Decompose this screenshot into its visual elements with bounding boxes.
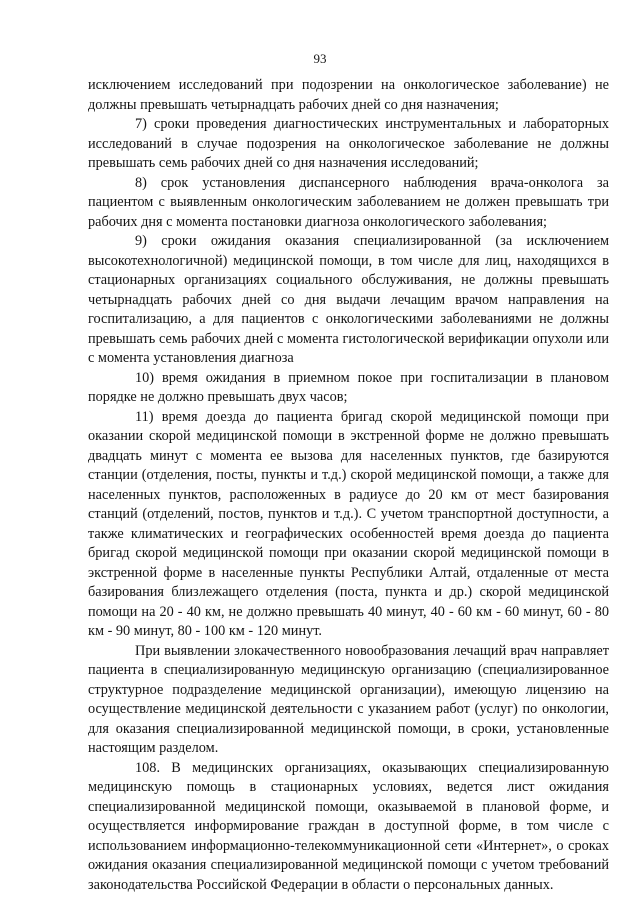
paragraph-item-10: 10) время ожидания в приемном покое при госпитализации в плановом порядке не должно превышать двух часов;	[88, 369, 609, 405]
paragraph-item-8: 8) срок установления диспансерного наблюдения врача-онколога за пациентом с выявленным онкологическим заболеванием не должен превышать три рабочих дня с момента постановки диагноза онкологического заболевания;	[88, 174, 609, 230]
paragraph-continuation: исключением исследований при подозрении на онкологическое заболевание) не должны превышать четырнадцать рабочих дней со дня назначения;	[88, 77, 609, 113]
paragraph-item-9: 9) сроки ожидания оказания специализированной (за исключением высокотехнологичной) медицинской помощи, в том числе для лиц, находящихся в стационарных организациях социального обслуживания, не должны превышать четырнадцать рабочих дней со дня выдачи лечащим врачом направления на госпитализацию, а для пациентов с онкологическими заболеваниями не должны превышать семь рабочих дней с момента гистологической верификации опухоли или с момента установления диагноза	[88, 233, 609, 366]
page-number: 93	[313, 51, 327, 66]
paragraph-oncology-referral: При выявлении злокачественного новообразования лечащий врач направляет пациента в специализированную медицинскую организацию (специализированное структурное подразделение медицинской организации), имеющую лицензию на осуществление медицинской деятельности с указанием работ (услуг) по онкологии, для оказания специализированной медицинской помощи, в сроки, установленные настоящим разделом.	[88, 642, 609, 756]
document-body	[88, 76, 609, 895]
paragraph-item-7: 7) сроки проведения диагностических инструментальных и лабораторных исследований в случае подозрения на онкологическое заболевание не должны превышать семь рабочих дней со дня назначения исследований;	[88, 116, 609, 171]
paragraph-section-108: 108. В медицинских организациях, оказывающих специализированную медицинскую помощь в стационарных условиях, ведется лист ожидания специализированной медицинской помощи, оказываемой в плановой форме, и осуществляется информирование граждан в доступной форме, в том числе с использованием информационно-телекоммуникационной сети «Интернет», о сроках ожидания оказания специализированной медицинской помощи с учетом требований законодательства Российской Федерации в области о персональных данных.	[88, 759, 609, 893]
paragraph-item-11: 11) время доезда до пациента бригад скорой медицинской помощи при оказании скорой медицинской помощи в экстренной форме не должно превышать двадцать минут с момента ее вызова для населенных пунктов, где базируются станции (отделения, посты, пункты и т.д.) скорой медицинской помощи, а также для населенных пунктов, расположенных в радиусе до 20 км от мест базирования станций (отделений, постов, пунктов и т.д.). С учетом транспортной доступности, а также климатических и географических особенностей время доезда до пациента бригад скорой медицинской помощи при оказании скорой медицинской помощи в экстренной форме в населенные пункты Республики Алтай, отдаленные от места базирования близлежащего отделения (поста, пункта и др.) скорой медицинской помощи на 20 - 40 км, не должно превышать 40 минут, 40 - 60 км - 60 минут, 60 - 80 км - 90 минут, 80 - 100 км - 120 минут.	[88, 408, 609, 639]
